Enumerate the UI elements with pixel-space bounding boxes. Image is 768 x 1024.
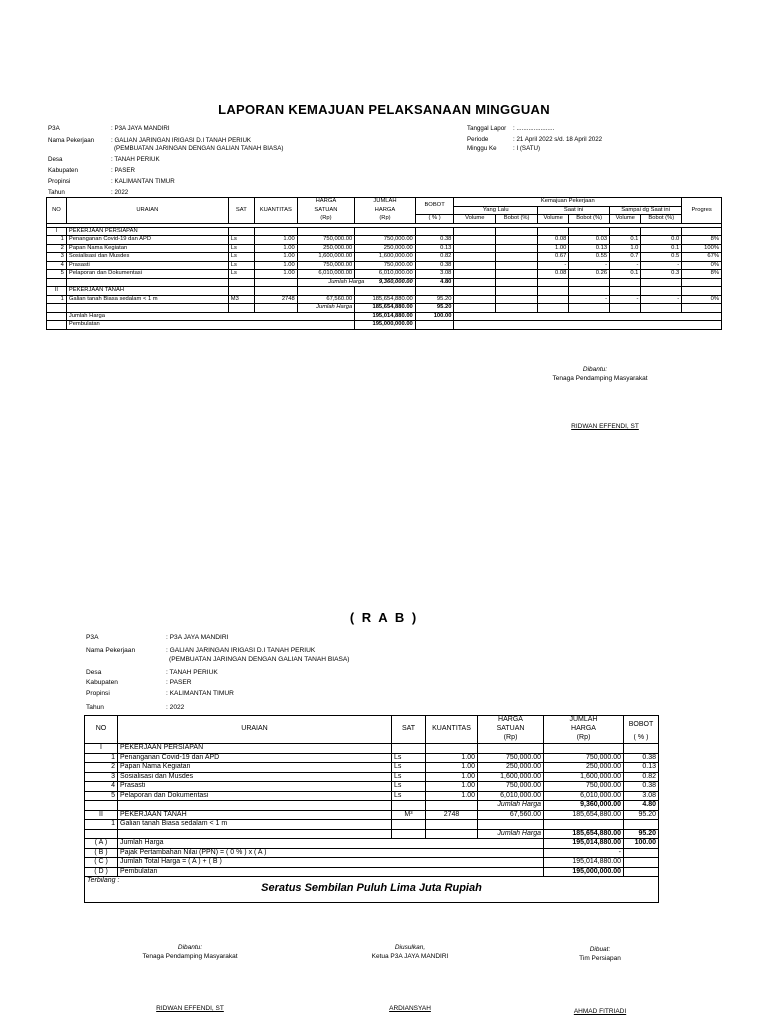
info-label-p3a: P3A xyxy=(48,125,60,132)
rab-info-label-tahun: Tahun xyxy=(86,704,104,711)
rab-header-jumlah-1: JUMLAH xyxy=(544,716,624,725)
rab-header-jumlah-3: (Rp) xyxy=(544,734,624,743)
info-label-desa: Desa xyxy=(48,156,63,163)
table-row: 4 Prasasti Ls 1.00 750,000.00 750,000.00 0.38 - - - - 0% xyxy=(47,261,722,270)
rab-info-label-kabupaten: Kabupaten xyxy=(86,679,118,686)
table-row: 1 Penanganan Covid-19 dan APD Ls 1.00 750,000.00 750,000.00 0.38 xyxy=(85,753,659,763)
header-kemajuan: Kemajuan Pekerjaan xyxy=(454,198,682,207)
rab-info xyxy=(86,633,486,713)
summary-row-c: ( C ) Jumlah Total Harga = ( A ) + ( B ) 195,014,880.00 xyxy=(85,858,659,868)
summary-row-a: ( A ) Jumlah Harga 195,014,880.00 100.00 xyxy=(85,839,659,849)
rab-header-bobot-1: BOBOT xyxy=(624,716,659,735)
section-label: PEKERJAAN TANAH xyxy=(66,287,228,296)
subtotal-row: Jumlah Harga 185,654,880.00 95.20 xyxy=(85,829,659,839)
table-row: 5 Pelaporan dan Dokumentasi Ls 1.00 6,010,000.00 6,010,000.00 3.08 xyxy=(85,791,659,801)
header-jumlah-1: JUMLAH xyxy=(355,198,416,207)
info-label-propinsi: Propinsi xyxy=(48,178,71,185)
rab-info-value-p3a: : P3A JAYA MANDIRI xyxy=(166,634,229,641)
table-row: I PEKERJAAN PERSIAPAN xyxy=(47,227,722,236)
subtotal-row: Jumlah Harga 9,360,000.00 4.80 xyxy=(85,801,659,811)
info-value-kabupaten: : PASER xyxy=(111,167,135,174)
table-row: 3 Sosialisasi dan Musdes Ls 1.00 1,600,000.00 1,600,000.00 0.82 0.67 0.55 0.7 0.5 67% xyxy=(47,253,722,262)
report-title: LAPORAN KEMAJUAN PELAKSANAAN MINGGUAN xyxy=(218,102,550,117)
header-bobot-pct-1: Bobot (%) xyxy=(496,215,538,224)
rab-header-sat: SAT xyxy=(392,716,426,744)
report-info-right xyxy=(467,124,667,154)
header-no: NO xyxy=(47,198,67,224)
header-yang-lalu: Yang Lalu xyxy=(454,206,538,215)
rab-sign-name-3: AHMAD FITRIADI xyxy=(573,1008,627,1015)
info-value-pekerjaan: : GALIAN JARINGAN IRIGASI D.I TANAH PERIUK xyxy=(111,137,252,144)
rab-sign-org-1: Dibantu: xyxy=(177,944,203,951)
report-sign-name: RIDWAN EFFENDI, ST xyxy=(571,423,639,430)
header-uraian: URAIAN xyxy=(66,198,228,224)
section-label: PEKERJAAN PERSIAPAN xyxy=(118,744,392,754)
info-label-tahun: Tahun xyxy=(48,189,65,196)
header-harga-1: HARGA xyxy=(297,198,354,207)
header-bobot-pct-3: Bobot (%) xyxy=(641,215,682,224)
info-value-tanggal: : ...................... xyxy=(513,125,555,132)
rab-info-value-tahun: : 2022 xyxy=(166,704,185,711)
report-sign-role: Tenaga Pendamping Masyarakat xyxy=(552,375,648,382)
header-sampai: Sampai dg Saat ini xyxy=(610,206,682,215)
rab-info-value-desa: : TANAH PERIUK xyxy=(166,669,218,676)
rab-sign-role-3: Tim Persiapan xyxy=(579,955,621,962)
rab-sign-name-1: RIDWAN EFFENDI, ST xyxy=(156,1005,224,1012)
table-row: I PEKERJAAN PERSIAPAN xyxy=(85,744,659,754)
rab-header-harga-2: SATUAN xyxy=(478,725,544,734)
table-row: 3 Sosialisasi dan Musdes Ls 1.00 1,600,000.00 1,600,000.00 0.82 xyxy=(85,772,659,782)
header-kuantitas: KUANTITAS xyxy=(254,198,297,224)
rab-header-harga-3: (Rp) xyxy=(478,734,544,743)
rab-info-value-kabupaten: : PASER xyxy=(166,679,192,686)
rab-info-label-p3a: P3A xyxy=(86,634,99,641)
header-bobot-pct-2: Bobot (%) xyxy=(569,215,610,224)
header-sat: SAT xyxy=(228,198,254,224)
rab-info-value-pekerjaan-sub: (PEMBUATAN JARINGAN DENGAN GALIAN TANAH BIASA) xyxy=(169,656,350,663)
rab-info-label-desa: Desa xyxy=(86,669,102,676)
subtotal-row: Jumlah Harga 9,360,000.00 4.80 xyxy=(47,278,722,287)
table-row: II PEKERJAAN TANAH M³ 2748 67,560.00 185,654,880.00 95.20 xyxy=(85,810,659,820)
rab-header-bobot-2: ( % ) xyxy=(624,734,659,743)
header-volume-2: Volume xyxy=(537,215,568,224)
header-harga-3: (Rp) xyxy=(297,215,354,224)
summary-row-d: ( D ) Pembulatan 195,000,000.00 xyxy=(85,867,659,877)
rab-info-value-propinsi: : KALIMANTAN TIMUR xyxy=(166,690,234,697)
report-info-left xyxy=(48,124,448,199)
progress-table xyxy=(46,197,722,330)
rab-table xyxy=(84,715,659,903)
rab-info-value-pekerjaan: : GALIAN JARINGAN IRIGASI D.I TANAH PERIUK xyxy=(166,647,316,654)
rab-header-uraian: URAIAN xyxy=(118,716,392,744)
table-row: II PEKERJAAN TANAH xyxy=(47,287,722,296)
total-row: Jumlah Harga 195,014,880.00 100.00 xyxy=(47,312,722,321)
info-label-tanggal: Tanggal Lapor xyxy=(467,125,507,132)
info-value-tahun: : 2022 xyxy=(111,189,129,196)
section-label: PEKERJAAN PERSIAPAN xyxy=(66,227,228,236)
info-value-periode: : 21 April 2022 s/d. 18 April 2022 xyxy=(513,136,603,143)
info-value-pekerjaan-sub: (PEMBUATAN JARINGAN DENGAN GALIAN TANAH BIASA) xyxy=(114,145,284,152)
header-harga-2: SATUAN xyxy=(297,206,354,215)
info-value-desa: : TANAH PERIUK xyxy=(111,156,160,163)
header-bobot-2: ( % ) xyxy=(415,215,454,224)
header-volume-1: Volume xyxy=(454,215,496,224)
info-label-periode: Periode xyxy=(467,136,489,143)
rab-header-harga-1: HARGA xyxy=(478,716,544,725)
table-row: 2 Papan Nama Kegiatan Ls 1.00 250,000.00 250,000.00 0.13 1.00 0.13 1.0 0.1 100% xyxy=(47,244,722,253)
table-row: 1 Galian tanah Biasa sedalam < 1 m xyxy=(85,820,659,830)
terbilang-label: Terbilang : xyxy=(87,877,120,885)
summary-row-b: ( B ) Pajak Pertambahan Nilai (PPN) = ( 0 % ) x ( A ) - xyxy=(85,848,659,858)
info-value-propinsi: : KALIMANTAN TIMUR xyxy=(111,178,175,185)
info-value-minggu: : I (SATU) xyxy=(513,145,541,152)
rab-header-no: NO xyxy=(85,716,118,744)
table-row: 2 Papan Nama Kegiatan Ls 1.00 250,000.00 250,000.00 0.13 xyxy=(85,763,659,773)
info-label-minggu: Minggu Ke xyxy=(467,145,497,152)
header-jumlah-2: HARGA xyxy=(355,206,416,215)
header-bobot-1: BOBOT xyxy=(415,198,454,215)
header-jumlah-3: (Rp) xyxy=(355,215,416,224)
pembulatan-row: Pembulatan 195,000,000.00 xyxy=(47,321,722,330)
rab-info-label-propinsi: Propinsi xyxy=(86,690,110,697)
table-row: 5 Pelaporan dan Dokumentasi Ls 1.00 6,010,000.00 6,010,000.00 3.08 0.08 0.26 0.1 0.3 8% xyxy=(47,270,722,279)
rab-sign-role-2: Ketua P3A JAYA MANDIRI xyxy=(371,953,449,960)
info-label-kabupaten: Kabupaten xyxy=(48,167,78,174)
rab-header-jumlah-2: HARGA xyxy=(544,725,624,734)
rab-title: ( R A B ) xyxy=(349,610,419,625)
rab-sign-role-1: Tenaga Pendamping Masyarakat xyxy=(142,953,238,960)
section-label: PEKERJAAN TANAH xyxy=(118,810,392,820)
table-row: 1 Penanganan Covid-19 dan APD Ls 1.00 750,000.00 750,000.00 0.38 0.08 0.03 0.1 0.0 8% xyxy=(47,236,722,245)
info-label-pekerjaan: Nama Pekerjaan xyxy=(48,137,95,144)
info-value-p3a: : P3A JAYA MANDIRI xyxy=(111,125,170,132)
header-volume-3: Volume xyxy=(610,215,641,224)
rab-info-label-pekerjaan: Nama Pekerjaan xyxy=(86,647,136,654)
rab-sign-org-3: Dibuat: xyxy=(589,946,611,953)
rab-header-kuantitas: KUANTITAS xyxy=(426,716,478,744)
subtotal-row: Jumlah Harga 185,654,880.00 95.20 xyxy=(47,304,722,313)
header-progres: Progres xyxy=(682,198,722,224)
terbilang-text: Seratus Sembilan Puluh Lima Juta Rupiah xyxy=(261,881,482,894)
table-row: 1 Galian tanah Biasa sedalam < 1 m M3 2748 67,560.00 185,654,880.00 95.20 - - - 0% xyxy=(47,295,722,304)
header-saat-ini: Saat ini xyxy=(537,206,609,215)
rab-sign-name-2: ARDIANSYAH xyxy=(389,1005,431,1012)
table-row: 4 Prasasti Ls 1.00 750,000.00 750,000.00 0.38 xyxy=(85,782,659,792)
rab-sign-org-2: Diusulkan, xyxy=(394,944,426,951)
report-sign-org: Dibantu: xyxy=(582,366,608,373)
